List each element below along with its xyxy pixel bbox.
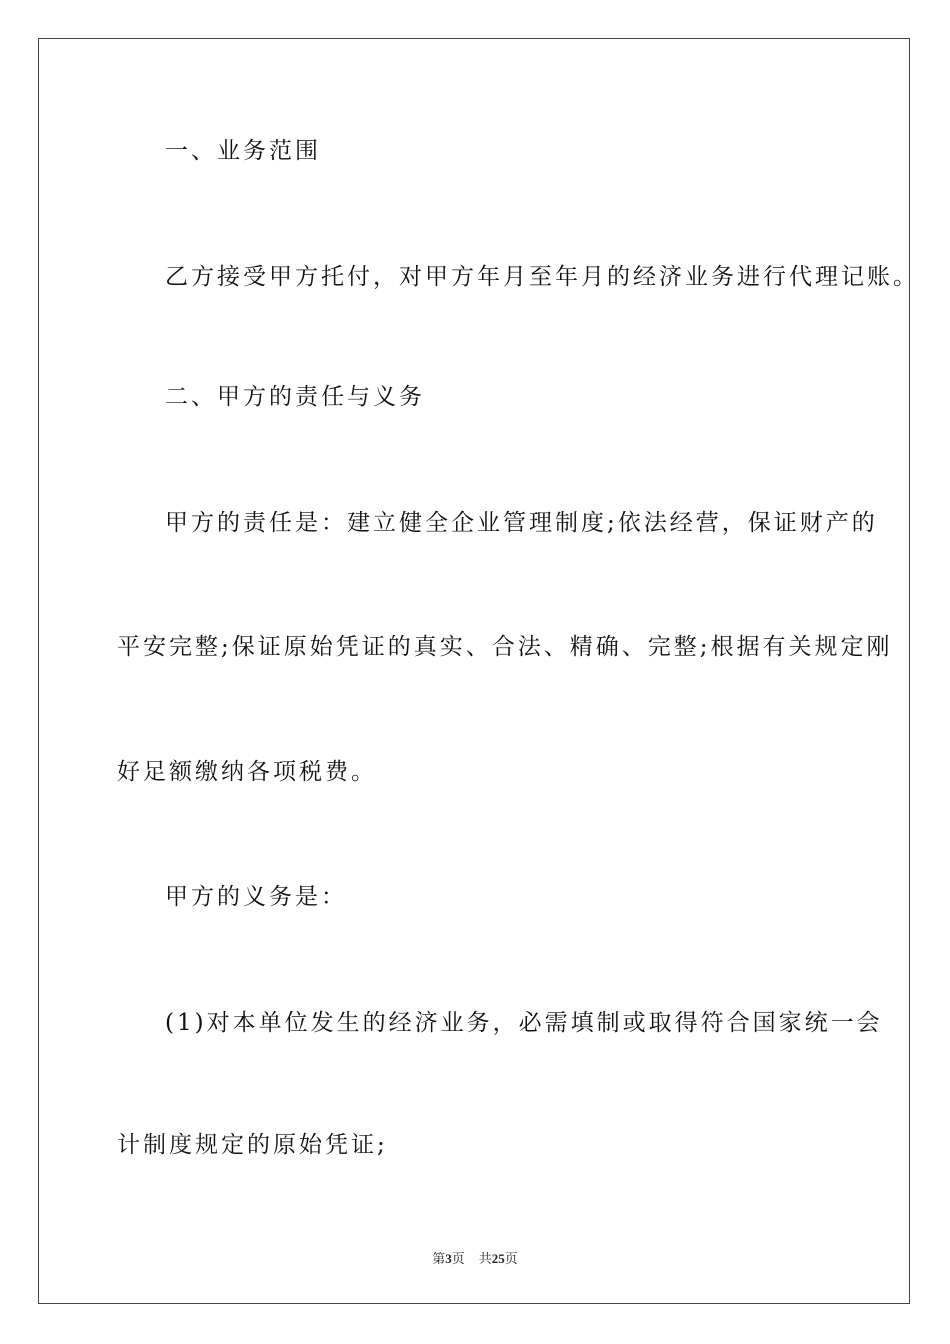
footer-total-pages: 25	[491, 1251, 505, 1266]
section-heading-party-a-duties: 二、甲方的责任与义务	[165, 384, 425, 410]
page-border	[38, 38, 910, 1304]
paragraph-obligation-1-line-1: (1)对本单位发生的经济业务，必需填制或取得符合国家统一会	[165, 1010, 883, 1036]
paragraph-entrustment: 乙方接受甲方托付，对甲方年月至年月的经济业务进行代理记账。	[165, 264, 919, 290]
paragraph-obligation-1-line-2: 计制度规定的原始凭证;	[117, 1132, 388, 1158]
paragraph-obligations-heading: 甲方的义务是：	[165, 884, 347, 910]
footer-page-prefix: 第	[432, 1251, 446, 1266]
paragraph-responsibility-line-3: 好足额缴纳各项税费。	[117, 759, 377, 785]
section-heading-business-scope: 一、业务范围	[165, 138, 321, 164]
footer-page-number: 3	[445, 1251, 452, 1266]
footer-page-suffix: 页	[451, 1251, 465, 1266]
paragraph-responsibility-line-1: 甲方的责任是：建立健全企业管理制度;依法经营，保证财产的	[165, 510, 878, 536]
footer-total-suffix: 页	[504, 1251, 518, 1266]
paragraph-responsibility-line-2: 平安完整;保证原始凭证的真实、合法、精确、完整;根据有关规定刚	[117, 634, 893, 660]
page-footer	[0, 1248, 950, 1267]
footer-total-prefix: 共	[478, 1251, 492, 1266]
